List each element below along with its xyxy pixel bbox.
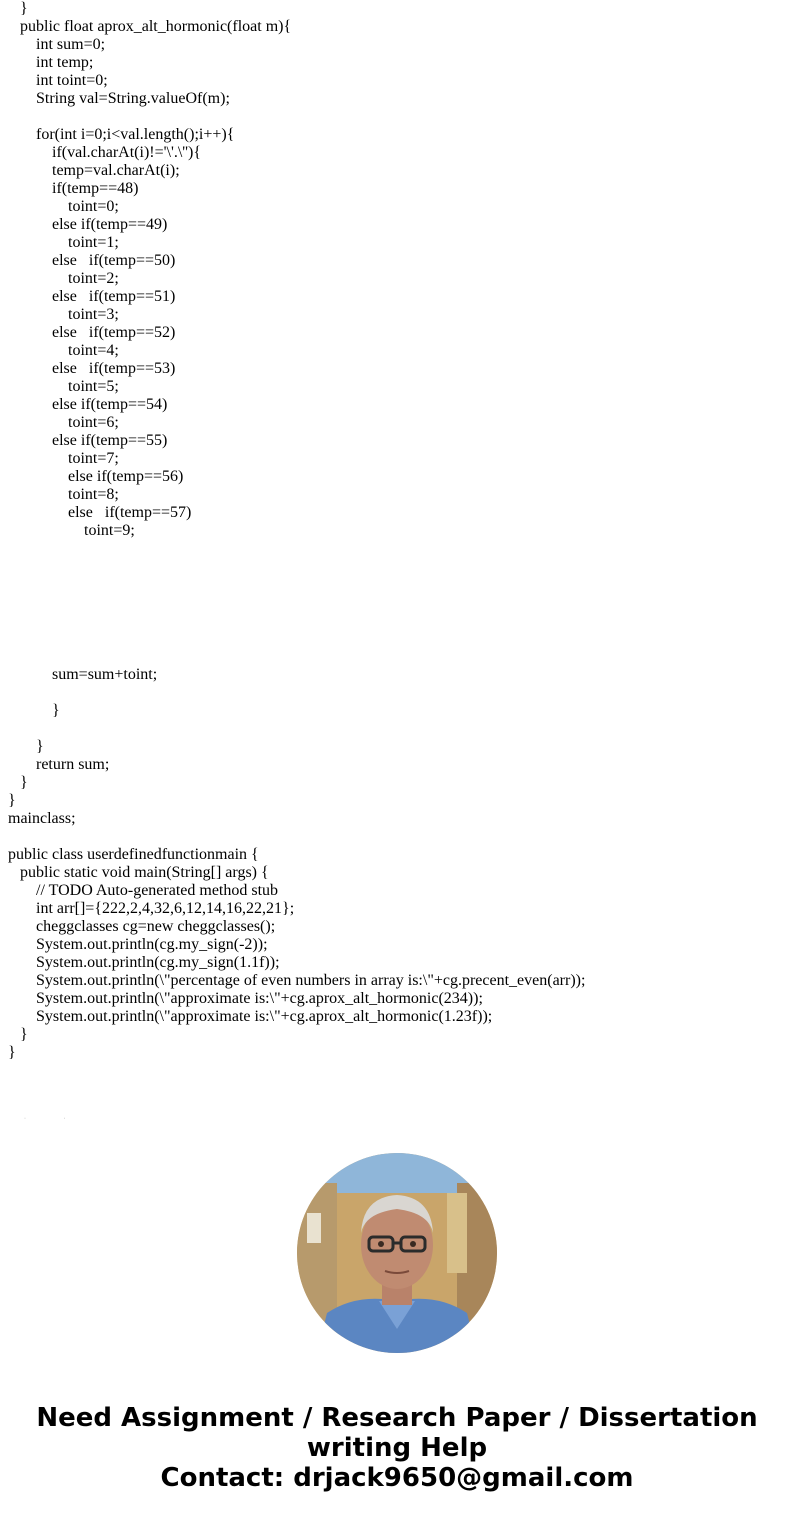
code-line: toint=3;: [8, 306, 119, 323]
code-line: return sum;: [8, 756, 110, 773]
code-line: }: [8, 738, 44, 755]
code-line: else if(temp==54): [8, 396, 168, 413]
code-line: System.out.println(cg.my_sign(1.1f));: [8, 954, 280, 971]
code-line: System.out.println(\"approximate is:\"+cg.aprox_alt_hormonic(1.23f));: [8, 1008, 493, 1025]
code-line: toint=8;: [8, 486, 119, 503]
code-line: if(temp==48): [8, 180, 139, 197]
code-section-main: [8, 666, 788, 1062]
code-listing: [8, 0, 788, 1062]
code-line: toint=1;: [8, 234, 119, 251]
code-line: [8, 828, 788, 846]
code-line: }: [8, 1026, 28, 1043]
promo-line-1: Need Assignment / Research Paper / Dissertation: [36, 1403, 758, 1433]
code-line: }: [8, 1044, 16, 1061]
code-line: System.out.println(\"percentage of even numbers in array is:\"+cg.precent_even(arr));: [8, 972, 586, 989]
code-section-method: [8, 0, 788, 540]
code-line: [8, 108, 788, 126]
code-line: else if(temp==57): [8, 504, 192, 521]
code-line: mainclass;: [8, 810, 76, 827]
code-line: int arr[]={222,2,4,32,6,12,14,16,22,21};: [8, 900, 295, 917]
code-line: }: [8, 702, 60, 719]
code-line: toint=9;: [8, 522, 135, 539]
code-line: toint=6;: [8, 414, 119, 431]
code-line: System.out.println(cg.my_sign(-2));: [8, 936, 268, 953]
code-line: else if(temp==56): [8, 468, 184, 485]
code-line: temp=val.charAt(i);: [8, 162, 180, 179]
code-line: else if(temp==52): [8, 324, 176, 341]
code-line: toint=0;: [8, 198, 119, 215]
code-line: }: [8, 0, 28, 17]
author-photo-icon: [297, 1153, 497, 1353]
code-line: public class userdefinedfunctionmain {: [8, 846, 259, 863]
code-line: [8, 684, 788, 702]
code-line: String val=String.valueOf(m);: [8, 90, 230, 107]
code-line: // TODO Auto-generated method stub: [8, 882, 279, 899]
code-line: else if(temp==50): [8, 252, 176, 269]
code-line: if(val.charAt(i)!='\'.\''){: [8, 144, 202, 161]
code-line: public float aprox_alt_hormonic(float m){: [8, 18, 292, 35]
promo-contact: Contact: drjack9650@gmail.com: [160, 1463, 634, 1493]
code-line: int temp;: [8, 54, 94, 71]
code-line: toint=2;: [8, 270, 119, 287]
code-line: else if(temp==51): [8, 288, 176, 305]
code-line: public static void main(String[] args) {: [8, 864, 269, 881]
promo-line-2: writing Help: [306, 1433, 488, 1463]
code-line: toint=4;: [8, 342, 119, 359]
code-line: System.out.println(\"approximate is:\"+cg.aprox_alt_hormonic(234));: [8, 990, 483, 1007]
code-line: }: [8, 774, 28, 791]
code-line: else if(temp==53): [8, 360, 176, 377]
code-line: else if(temp==49): [8, 216, 168, 233]
code-line: [8, 720, 788, 738]
code-line: toint=7;: [8, 450, 119, 467]
code-line: int sum=0;: [8, 36, 106, 53]
code-line: toint=5;: [8, 378, 119, 395]
code-line: else if(temp==55): [8, 432, 168, 449]
code-line: int toint=0;: [8, 72, 108, 89]
promo-banner: [0, 1403, 794, 1493]
code-line: sum=sum+toint;: [8, 666, 158, 683]
author-avatar: [297, 1153, 497, 1353]
code-line: cheggclasses cg=new cheggclasses();: [8, 918, 276, 935]
decorative-dots: · ·: [24, 1116, 84, 1122]
code-line: for(int i=0;i<val.length();i++){: [8, 126, 235, 143]
code-blank-gap: [8, 540, 788, 666]
code-line: }: [8, 792, 16, 809]
